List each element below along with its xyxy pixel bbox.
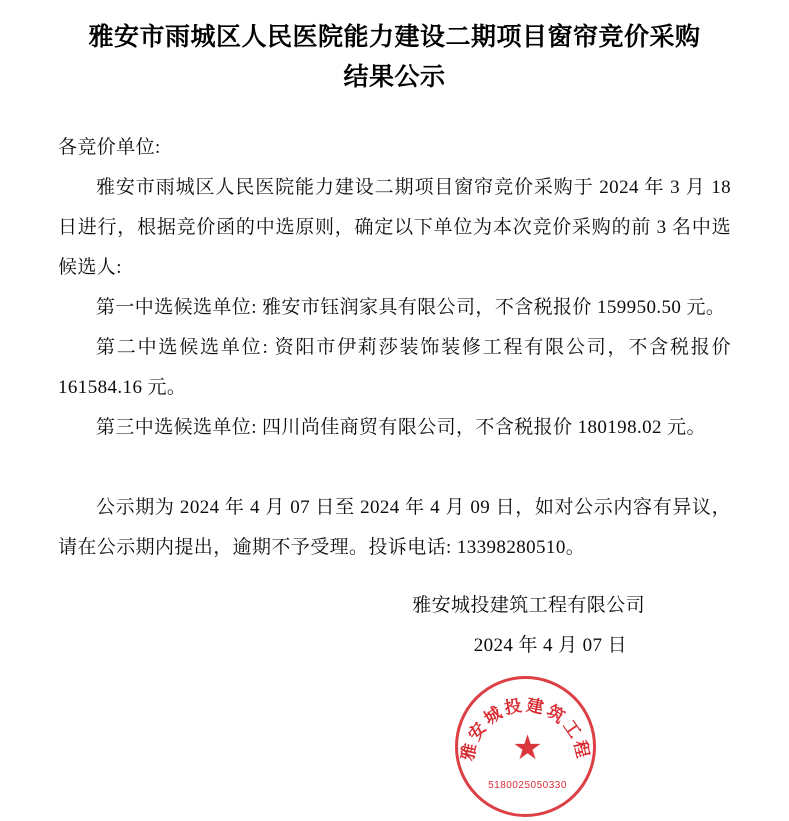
- svg-text:雅安城投建筑工程: [457, 695, 594, 763]
- paragraph-notice-period: 公示期为 2024 年 4 月 07 日至 2024 年 4 月 09 日，如对公示内容有异议，请在公示期内提出，逾期不予受理。投诉电话: 13398280510。: [58, 497, 731, 558]
- paragraph-intro: 雅安市雨城区人民医院能力建设二期项目窗帘竞价采购于 2024 年 3 月 18 日进行，根据竞价函的中选原则，确定以下单位为本次竞价采购的前 3 名中选候选人:: [58, 177, 731, 278]
- signature-organization: 雅安城投建筑工程有限公司: [412, 595, 645, 616]
- paragraph-candidate-3: 第三中选候选单位: 四川尚佳商贸有限公司，不含税报价 180198.02 元。: [96, 417, 706, 438]
- page-title: 雅安市雨城区人民医院能力建设二期项目窗帘竞价采购结果公示: [88, 24, 701, 91]
- paragraph-candidate-2: 第二中选候选单位: 资阳市伊莉莎装饰装修工程有限公司，不含税报价 161584.16 元。: [58, 337, 731, 398]
- document-body: [58, 128, 731, 568]
- signature-date: 2024 年 4 月 07 日: [473, 635, 627, 656]
- signature-block: [58, 586, 731, 666]
- seal-ring: [455, 676, 596, 817]
- seal-star-icon: ★: [512, 729, 543, 767]
- salutation: 各竞价单位:: [58, 137, 161, 158]
- paragraph-candidate-1: 第一中选候选单位: 雅安市钰润家具有限公司，不含税报价 159950.50 元。: [96, 297, 726, 318]
- seal-arc-label: 雅安城投建筑工程: [457, 695, 594, 763]
- official-seal: [455, 676, 600, 821]
- seal-arc-text: [455, 676, 596, 817]
- paragraph-spacer: [58, 448, 731, 488]
- seal-number: 5180025050330: [488, 780, 567, 791]
